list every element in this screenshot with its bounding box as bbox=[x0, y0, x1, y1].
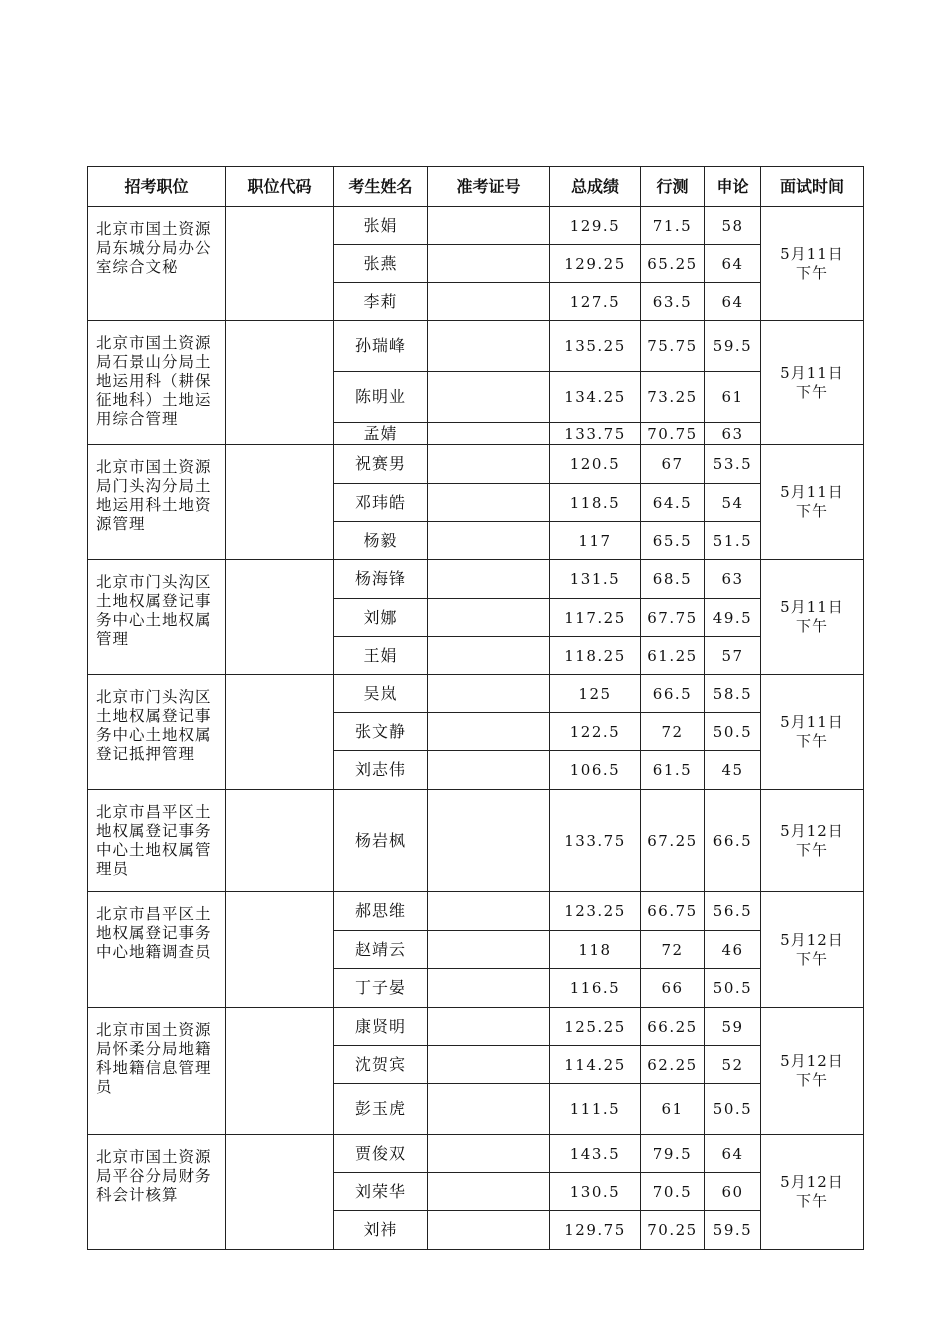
candidate-name-cell: 李莉 bbox=[334, 283, 428, 321]
header-code: 职位代码 bbox=[226, 167, 334, 207]
shenlun-score-cell: 64 bbox=[705, 283, 761, 321]
position-code-cell bbox=[226, 1008, 334, 1135]
candidate-name-cell: 张燕 bbox=[334, 245, 428, 283]
candidate-name-cell: 沈贺宾 bbox=[334, 1046, 428, 1084]
candidate-name-cell: 孟婧 bbox=[334, 423, 428, 445]
shenlun-score-cell: 58 bbox=[705, 207, 761, 245]
table-row bbox=[88, 892, 864, 931]
interview-time-cell bbox=[761, 445, 864, 560]
exam-id-cell bbox=[428, 484, 550, 522]
table-row bbox=[88, 675, 864, 713]
position-code-cell bbox=[226, 790, 334, 892]
interview-list-table bbox=[87, 166, 864, 1250]
exam-id-cell bbox=[428, 1173, 550, 1211]
xingce-score-cell: 64.5 bbox=[641, 484, 705, 522]
table-row bbox=[88, 790, 864, 892]
position-cell: 北京市国土资源局东城分局办公室综合文秘 bbox=[88, 207, 226, 321]
total-score-cell: 117 bbox=[550, 522, 641, 560]
table-row bbox=[88, 321, 864, 372]
exam-id-cell bbox=[428, 1211, 550, 1250]
interview-date: 5月11日 bbox=[780, 483, 844, 501]
exam-id-cell bbox=[428, 713, 550, 751]
total-score-cell: 116.5 bbox=[550, 969, 641, 1008]
xingce-score-cell: 61 bbox=[641, 1084, 705, 1135]
candidate-name-cell: 刘荣华 bbox=[334, 1173, 428, 1211]
interview-period: 下午 bbox=[795, 617, 828, 635]
header-total: 总成绩 bbox=[550, 167, 641, 207]
shenlun-score-cell: 56.5 bbox=[705, 892, 761, 931]
shenlun-score-cell: 54 bbox=[705, 484, 761, 522]
position-code-cell bbox=[226, 207, 334, 321]
position-cell: 北京市国土资源局石景山分局土地运用科（耕保征地科）土地运用综合管理 bbox=[88, 321, 226, 445]
exam-id-cell bbox=[428, 599, 550, 637]
interview-time-cell bbox=[761, 675, 864, 790]
exam-id-cell bbox=[428, 675, 550, 713]
position-cell: 北京市门头沟区土地权属登记事务中心土地权属管理 bbox=[88, 560, 226, 675]
interview-period: 下午 bbox=[795, 502, 828, 520]
position-code-cell bbox=[226, 675, 334, 790]
xingce-score-cell: 63.5 bbox=[641, 283, 705, 321]
xingce-score-cell: 66 bbox=[641, 969, 705, 1008]
xingce-score-cell: 66.5 bbox=[641, 675, 705, 713]
total-score-cell: 114.25 bbox=[550, 1046, 641, 1084]
total-score-cell: 120.5 bbox=[550, 445, 641, 484]
position-cell: 北京市国土资源局平谷分局财务科会计核算 bbox=[88, 1135, 226, 1250]
exam-id-cell bbox=[428, 1135, 550, 1173]
shenlun-score-cell: 59 bbox=[705, 1008, 761, 1046]
interview-period: 下午 bbox=[795, 949, 828, 968]
interview-date: 5月12日 bbox=[780, 821, 844, 840]
xingce-score-cell: 73.25 bbox=[641, 372, 705, 423]
shenlun-score-cell: 59.5 bbox=[705, 1211, 761, 1250]
exam-id-cell bbox=[428, 790, 550, 892]
header-shenlun: 申论 bbox=[705, 167, 761, 207]
header-position: 招考职位 bbox=[88, 167, 226, 207]
total-score-cell: 125.25 bbox=[550, 1008, 641, 1046]
position-code-cell bbox=[226, 1135, 334, 1250]
position-code-cell bbox=[226, 560, 334, 675]
candidate-name-cell: 祝赛男 bbox=[334, 445, 428, 484]
shenlun-score-cell: 50.5 bbox=[705, 713, 761, 751]
exam-id-cell bbox=[428, 245, 550, 283]
interview-period: 下午 bbox=[795, 732, 828, 750]
shenlun-score-cell: 61 bbox=[705, 372, 761, 423]
candidate-name-cell: 张文静 bbox=[334, 713, 428, 751]
candidate-name-cell: 陈明业 bbox=[334, 372, 428, 423]
exam-id-cell bbox=[428, 445, 550, 484]
header-exam-id: 准考证号 bbox=[428, 167, 550, 207]
interview-date: 5月12日 bbox=[780, 1052, 844, 1070]
xingce-score-cell: 71.5 bbox=[641, 207, 705, 245]
table-body bbox=[88, 207, 864, 1250]
interview-period: 下午 bbox=[795, 263, 828, 282]
xingce-score-cell: 68.5 bbox=[641, 560, 705, 599]
candidate-name-cell: 杨海锋 bbox=[334, 560, 428, 599]
total-score-cell: 133.75 bbox=[550, 790, 641, 892]
xingce-score-cell: 75.75 bbox=[641, 321, 705, 372]
total-score-cell: 127.5 bbox=[550, 283, 641, 321]
position-code-cell bbox=[226, 321, 334, 445]
exam-id-cell bbox=[428, 751, 550, 790]
table-row bbox=[88, 445, 864, 484]
total-score-cell: 133.75 bbox=[550, 423, 641, 445]
total-score-cell: 134.25 bbox=[550, 372, 641, 423]
candidate-name-cell: 丁子晏 bbox=[334, 969, 428, 1008]
table-row bbox=[88, 1135, 864, 1173]
candidate-name-cell: 刘志伟 bbox=[334, 751, 428, 790]
interview-time-cell bbox=[761, 321, 864, 445]
exam-id-cell bbox=[428, 969, 550, 1008]
shenlun-score-cell: 51.5 bbox=[705, 522, 761, 560]
xingce-score-cell: 67.25 bbox=[641, 790, 705, 892]
candidate-name-cell: 赵靖云 bbox=[334, 931, 428, 969]
xingce-score-cell: 66.75 bbox=[641, 892, 705, 931]
candidate-name-cell: 吴岚 bbox=[334, 675, 428, 713]
header-interview-time: 面试时间 bbox=[761, 167, 864, 207]
total-score-cell: 129.5 bbox=[550, 207, 641, 245]
interview-time-cell bbox=[761, 560, 864, 675]
shenlun-score-cell: 64 bbox=[705, 1135, 761, 1173]
interview-time-cell bbox=[761, 1135, 864, 1250]
table-header-row bbox=[88, 167, 864, 207]
header-xingce: 行测 bbox=[641, 167, 705, 207]
total-score-cell: 129.25 bbox=[550, 245, 641, 283]
candidate-name-cell: 王娟 bbox=[334, 637, 428, 675]
total-score-cell: 129.75 bbox=[550, 1211, 641, 1250]
shenlun-score-cell: 46 bbox=[705, 931, 761, 969]
total-score-cell: 118 bbox=[550, 931, 641, 969]
interview-date: 5月11日 bbox=[780, 363, 844, 382]
exam-id-cell bbox=[428, 283, 550, 321]
shenlun-score-cell: 53.5 bbox=[705, 445, 761, 484]
total-score-cell: 118.25 bbox=[550, 637, 641, 675]
xingce-score-cell: 66.25 bbox=[641, 1008, 705, 1046]
shenlun-score-cell: 66.5 bbox=[705, 790, 761, 892]
candidate-name-cell: 贾俊双 bbox=[334, 1135, 428, 1173]
candidate-name-cell: 康贤明 bbox=[334, 1008, 428, 1046]
exam-id-cell bbox=[428, 207, 550, 245]
xingce-score-cell: 72 bbox=[641, 931, 705, 969]
exam-id-cell bbox=[428, 372, 550, 423]
interview-time-cell bbox=[761, 1008, 864, 1135]
xingce-score-cell: 70.75 bbox=[641, 423, 705, 445]
shenlun-score-cell: 64 bbox=[705, 245, 761, 283]
position-code-cell bbox=[226, 445, 334, 560]
table-row bbox=[88, 560, 864, 599]
xingce-score-cell: 61.5 bbox=[641, 751, 705, 790]
total-score-cell: 130.5 bbox=[550, 1173, 641, 1211]
candidate-name-cell: 杨毅 bbox=[334, 522, 428, 560]
total-score-cell: 123.25 bbox=[550, 892, 641, 931]
exam-id-cell bbox=[428, 892, 550, 931]
candidate-name-cell: 彭玉虎 bbox=[334, 1084, 428, 1135]
position-cell: 北京市昌平区土地权属登记事务中心土地权属管理员 bbox=[88, 790, 226, 892]
candidate-name-cell: 刘祎 bbox=[334, 1211, 428, 1250]
interview-date: 5月12日 bbox=[780, 1173, 844, 1191]
shenlun-score-cell: 58.5 bbox=[705, 675, 761, 713]
candidate-name-cell: 郝思维 bbox=[334, 892, 428, 931]
candidate-name-cell: 张娟 bbox=[334, 207, 428, 245]
shenlun-score-cell: 45 bbox=[705, 751, 761, 790]
table-row bbox=[88, 207, 864, 245]
exam-id-cell bbox=[428, 1046, 550, 1084]
total-score-cell: 106.5 bbox=[550, 751, 641, 790]
total-score-cell: 122.5 bbox=[550, 713, 641, 751]
total-score-cell: 143.5 bbox=[550, 1135, 641, 1173]
xingce-score-cell: 67 bbox=[641, 445, 705, 484]
position-code-cell bbox=[226, 892, 334, 1008]
interview-date: 5月11日 bbox=[780, 598, 844, 616]
total-score-cell: 125 bbox=[550, 675, 641, 713]
xingce-score-cell: 65.25 bbox=[641, 245, 705, 283]
interview-date: 5月11日 bbox=[780, 713, 844, 731]
xingce-score-cell: 70.25 bbox=[641, 1211, 705, 1250]
total-score-cell: 135.25 bbox=[550, 321, 641, 372]
exam-id-cell bbox=[428, 637, 550, 675]
table-row bbox=[88, 1008, 864, 1046]
exam-id-cell bbox=[428, 1084, 550, 1135]
shenlun-score-cell: 50.5 bbox=[705, 1084, 761, 1135]
interview-period: 下午 bbox=[795, 382, 828, 401]
interview-period: 下午 bbox=[795, 1071, 828, 1089]
position-cell: 北京市国土资源局怀柔分局地籍科地籍信息管理员 bbox=[88, 1008, 226, 1135]
total-score-cell: 118.5 bbox=[550, 484, 641, 522]
shenlun-score-cell: 63 bbox=[705, 423, 761, 445]
xingce-score-cell: 65.5 bbox=[641, 522, 705, 560]
interview-period: 下午 bbox=[795, 840, 828, 859]
interview-time-cell bbox=[761, 207, 864, 321]
xingce-score-cell: 62.25 bbox=[641, 1046, 705, 1084]
shenlun-score-cell: 52 bbox=[705, 1046, 761, 1084]
interview-date: 5月11日 bbox=[780, 244, 844, 263]
candidate-name-cell: 邓玮皓 bbox=[334, 484, 428, 522]
candidate-name-cell: 杨岩枫 bbox=[334, 790, 428, 892]
exam-id-cell bbox=[428, 423, 550, 445]
xingce-score-cell: 70.5 bbox=[641, 1173, 705, 1211]
xingce-score-cell: 67.75 bbox=[641, 599, 705, 637]
interview-date: 5月12日 bbox=[780, 930, 844, 949]
interview-time-cell bbox=[761, 892, 864, 1008]
candidate-name-cell: 孙瑞峰 bbox=[334, 321, 428, 372]
position-cell: 北京市门头沟区土地权属登记事务中心土地权属登记抵押管理 bbox=[88, 675, 226, 790]
exam-id-cell bbox=[428, 1008, 550, 1046]
total-score-cell: 111.5 bbox=[550, 1084, 641, 1135]
xingce-score-cell: 72 bbox=[641, 713, 705, 751]
shenlun-score-cell: 49.5 bbox=[705, 599, 761, 637]
shenlun-score-cell: 50.5 bbox=[705, 969, 761, 1008]
position-cell: 北京市昌平区土地权属登记事务中心地籍调查员 bbox=[88, 892, 226, 1008]
shenlun-score-cell: 57 bbox=[705, 637, 761, 675]
interview-time-cell bbox=[761, 790, 864, 892]
xingce-score-cell: 79.5 bbox=[641, 1135, 705, 1173]
exam-id-cell bbox=[428, 560, 550, 599]
position-cell: 北京市国土资源局门头沟分局土地运用科土地资源管理 bbox=[88, 445, 226, 560]
exam-id-cell bbox=[428, 931, 550, 969]
shenlun-score-cell: 60 bbox=[705, 1173, 761, 1211]
header-name: 考生姓名 bbox=[334, 167, 428, 207]
exam-id-cell bbox=[428, 522, 550, 560]
shenlun-score-cell: 63 bbox=[705, 560, 761, 599]
interview-period: 下午 bbox=[795, 1192, 828, 1210]
total-score-cell: 117.25 bbox=[550, 599, 641, 637]
xingce-score-cell: 61.25 bbox=[641, 637, 705, 675]
candidate-name-cell: 刘娜 bbox=[334, 599, 428, 637]
shenlun-score-cell: 59.5 bbox=[705, 321, 761, 372]
exam-id-cell bbox=[428, 321, 550, 372]
total-score-cell: 131.5 bbox=[550, 560, 641, 599]
